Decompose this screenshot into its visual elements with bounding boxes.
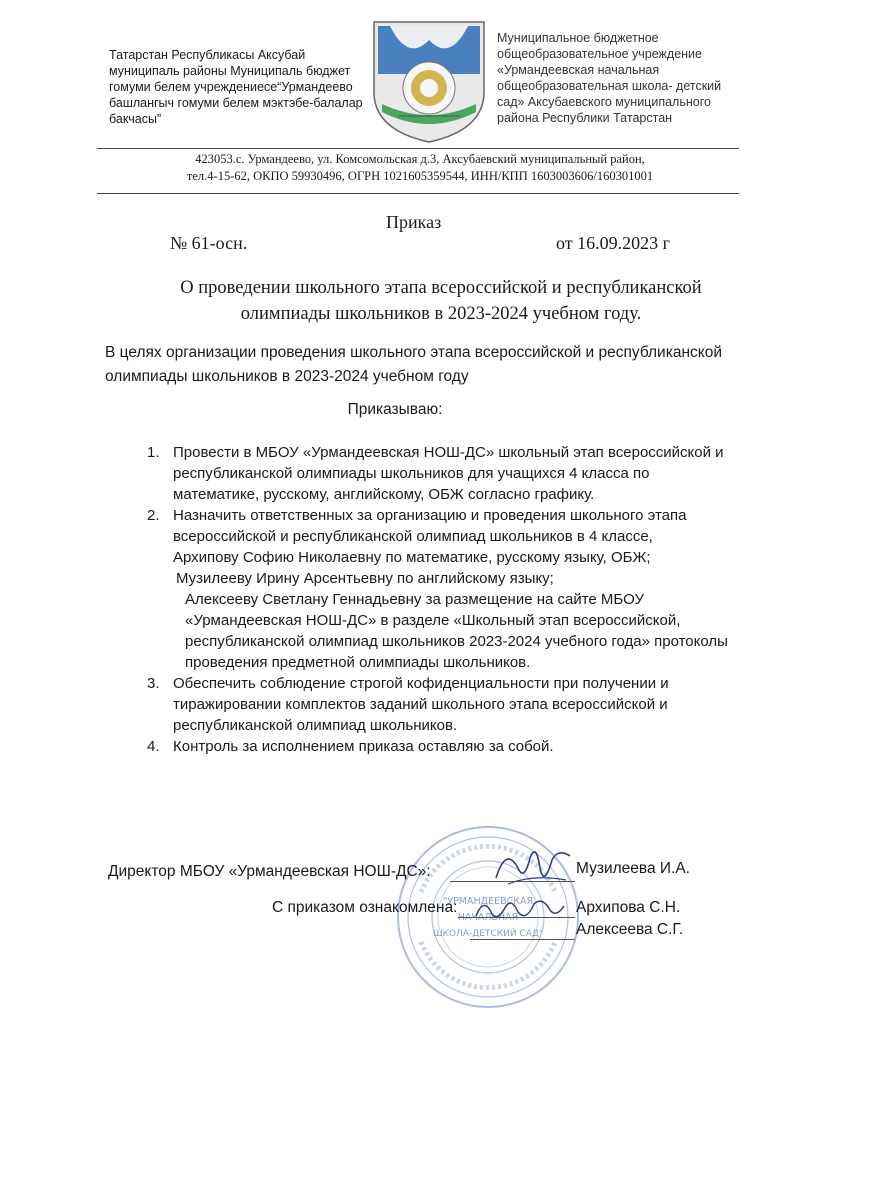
list-item <box>145 673 795 736</box>
ack-signature-icon <box>470 892 570 924</box>
director-signature-icon <box>488 838 578 898</box>
purpose-line: олимпиады школьников в 2023-2024 учебном году <box>105 368 469 385</box>
header-left-line: башлангыч гомуми белем мэктэбе-балалар <box>109 96 363 110</box>
item-line: Алексееву Светлану Геннадьевну за размещение на сайте МБОУ <box>185 591 644 608</box>
order-items-list <box>145 442 795 757</box>
list-item <box>145 736 795 757</box>
item-line: «Урмандеевская НОШ-ДС» в разделе «Школьный этап всероссийской, <box>185 612 681 629</box>
item-line: Музилееву Ирину Арсентьевну по английскому языку; <box>176 570 554 587</box>
order-number: № 61-осн. <box>170 233 248 253</box>
header-right-line: «Урмандеевская начальная <box>497 63 660 77</box>
header-right-line: Муниципальное бюджетное <box>497 31 659 45</box>
item-line: республиканской олимпиад школьников. <box>173 717 458 734</box>
item-line: Назначить ответственных за организацию и проведения школьного этапа <box>173 507 687 524</box>
item-line: тиражировании комплектов заданий школьного этапа всероссийской и <box>173 696 668 713</box>
address-line: 423053.с. Урмандеево, ул. Комсомольская д.3, Аксубаевский муниципальный район, <box>195 152 645 166</box>
purpose-line: В целях организации проведения школьного этапа всероссийской и республиканской <box>105 344 722 361</box>
seal-text-line: "УРМАНДЕЕВСКАЯ <box>442 896 534 907</box>
item-line: Провести в МБОУ «Урмандеевская НОШ-ДС» школьный этап всероссийской и <box>173 444 724 461</box>
header-left-line: муниципаль районы Муниципаль бюджет <box>109 64 351 78</box>
list-item <box>145 505 795 673</box>
acknowledgement-label: С приказом ознакомлена: <box>272 899 458 916</box>
purpose-paragraph <box>105 341 805 389</box>
item-line: Контроль за исполнением приказа оставляю за собой. <box>173 738 554 755</box>
item-line: Обеспечить соблюдение строгой кофиденциальности при получении и <box>173 675 669 692</box>
acknowledger-name: Архипова С.Н. <box>576 899 681 916</box>
subject-line: О проведении школьного этапа всероссийской и республиканской <box>180 278 702 298</box>
seal-text-line: ШКОЛА-ДЕТСКИЙ САД" <box>432 929 544 939</box>
address-block <box>95 151 745 185</box>
header-right-russian <box>497 30 737 126</box>
address-line: тел.4-15-62, ОКПО 59930496, ОГРН 1021605359544, ИНН/КПП 1603003606/160301001 <box>186 169 654 183</box>
subject-line: олимпиады школьников в 2023-2024 учебном году. <box>240 304 642 324</box>
director-label: Директор МБОУ «Урмандеевская НОШ-ДС»: <box>108 863 431 880</box>
coat-of-arms-icon <box>368 14 490 146</box>
seal-text-line: НАЧАЛЬНАЯ <box>457 912 519 923</box>
item-number: 3. <box>147 675 160 692</box>
item-line: республиканской олимпиады школьников для учащихся 4 класса по <box>173 465 650 482</box>
header-right-line: общеобразовательное учреждение <box>497 47 702 61</box>
item-number: 4. <box>147 738 160 755</box>
header-left-line: гомуми белем учреждениесе“Урмандеево <box>109 80 353 94</box>
header-divider <box>97 148 739 149</box>
item-line: математике, русскому, английскому, ОБЖ согласно графику. <box>173 486 595 503</box>
item-line: Архипову Софию Николаевну по математике, русскому языку, ОБЖ; <box>173 549 651 566</box>
decree-heading: Приказываю: <box>347 401 443 418</box>
document-title: Приказ <box>386 212 442 232</box>
list-item <box>145 442 795 505</box>
order-date: от 16.09.2023 г <box>556 233 671 253</box>
item-line: всероссийской и республиканской олимпиад школьников в 4 классе, <box>173 528 653 545</box>
header-left-line: Татарстан Республикасы Аксубай <box>109 48 306 62</box>
item-number: 2. <box>147 507 160 524</box>
item-line: республиканской олимпиад школьников 2023-2024 учебного года» протоколы <box>185 633 728 650</box>
ack-signature-line-2 <box>470 939 575 940</box>
address-divider <box>97 193 739 194</box>
header-right-line: района Республики Татарстан <box>497 111 673 125</box>
item-line: проведения предметной олимпиады школьников. <box>185 654 531 671</box>
header-right-line: сад» Аксубаевского муниципального <box>497 95 711 109</box>
director-name: Музилеева И.А. <box>576 860 690 877</box>
acknowledger-name: Алексеева С.Г. <box>576 921 684 938</box>
header-right-line: общеобразовательная школа- детский <box>497 79 722 93</box>
header-left-tatar <box>109 47 379 127</box>
header-left-line: бакчасы” <box>109 112 162 126</box>
order-subject <box>120 275 762 327</box>
item-number: 1. <box>147 444 160 461</box>
